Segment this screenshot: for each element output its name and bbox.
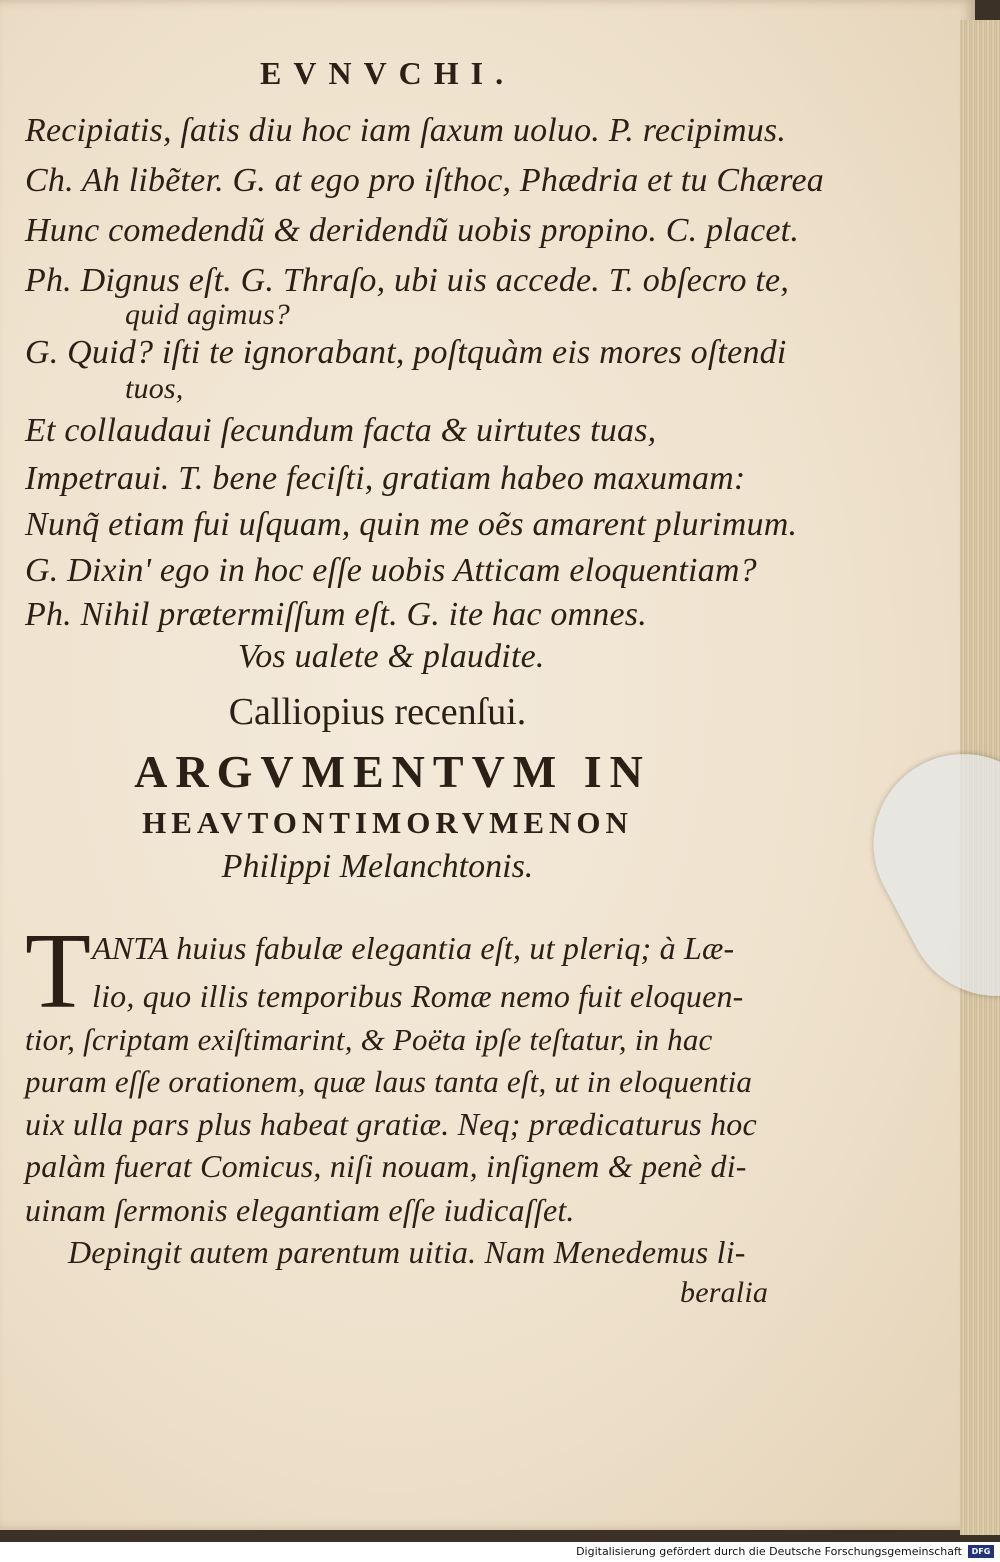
verse-line-5: quid agimus? [125, 298, 290, 331]
verse-line-10: Nunq̃ etiam fui uſquam, quin me oẽs amarent plurimum. [25, 506, 798, 543]
running-title: EVNVCHI. [260, 55, 516, 91]
prose-line-7: uinam ſermonis elegantiam eſſe iudicaſſet. [25, 1192, 575, 1228]
prose-line-3: tior, ſcriptam exiſtimarint, & Poëta ipſe teſtatur, in hac [25, 1022, 713, 1057]
prose-line-6: palàm fuerat Comicus, niſi nouam, inſignem & penè di- [25, 1148, 747, 1184]
prose-line-4: puram eſſe orationem, quæ laus tanta eſt, ut in eloquentia [25, 1064, 753, 1099]
verse-line-7: tuos, [125, 372, 184, 405]
verse-line-4: Ph. Dignus eſt. G. Thraſo, ubi uis accede. T. obſecro te, [25, 262, 790, 299]
verse-line-13: Vos ualete & plaudite. [238, 638, 545, 675]
verse-line-12: Ph. Nihil prætermiſſum eſt. G. ite hac omnes. [25, 596, 647, 633]
verse-line-11: G. Dixin' ego in hoc eſſe uobis Atticam eloquentiam? [25, 552, 757, 589]
verse-line-2: Ch. Ah libẽter. G. at ego pro iſthoc, Phædria et tu Chærea [25, 162, 824, 199]
verse-line-8: Et collaudaui ſecundum facta & uirtutes tuas, [25, 412, 657, 449]
verse-line-1: Recipiatis, ſatis diu hoc iam ſaxum uoluo. P. recipimus. [25, 112, 787, 149]
argument-author: Philippi Melanchtonis. [221, 848, 534, 885]
argument-title-line1: ARGVMENTVM IN [134, 746, 651, 797]
verse-line-3: Hunc comedendũ & deridendũ uobis propino. C. placet. [25, 212, 800, 249]
prose-line-1: ANTA huius fabulæ elegantia eſt, ut pleriq; à Læ- [92, 930, 735, 966]
catchword: beralia [680, 1276, 769, 1309]
drop-cap: T [25, 912, 91, 1031]
verse-line-6: G. Quid? iſti te ignorabant, poſtquàm eis mores oſtendi [25, 334, 787, 371]
prose-line-2: lio, quo illis temporibus Romæ nemo fuit eloquen- [92, 978, 744, 1014]
digitization-credit: Digitalisierung gefördert durch die Deutsche Forschungsgemeinschaft [576, 1545, 962, 1558]
argument-title-line2: HEAVTONTIMORVMENON [142, 805, 633, 840]
prose-line-8: Depingit autem parentum uitia. Nam Menedemus li- [68, 1234, 746, 1270]
dfg-logo: DFG [968, 1545, 994, 1558]
prose-line-5: uix ulla pars plus habeat gratiæ. Neq; prædicaturus hoc [25, 1106, 757, 1142]
verse-line-9: Impetraui. T. bene feciſti, gratiam habeo maxumam: [25, 460, 746, 497]
colophon: Calliopius recenſui. [228, 691, 527, 733]
